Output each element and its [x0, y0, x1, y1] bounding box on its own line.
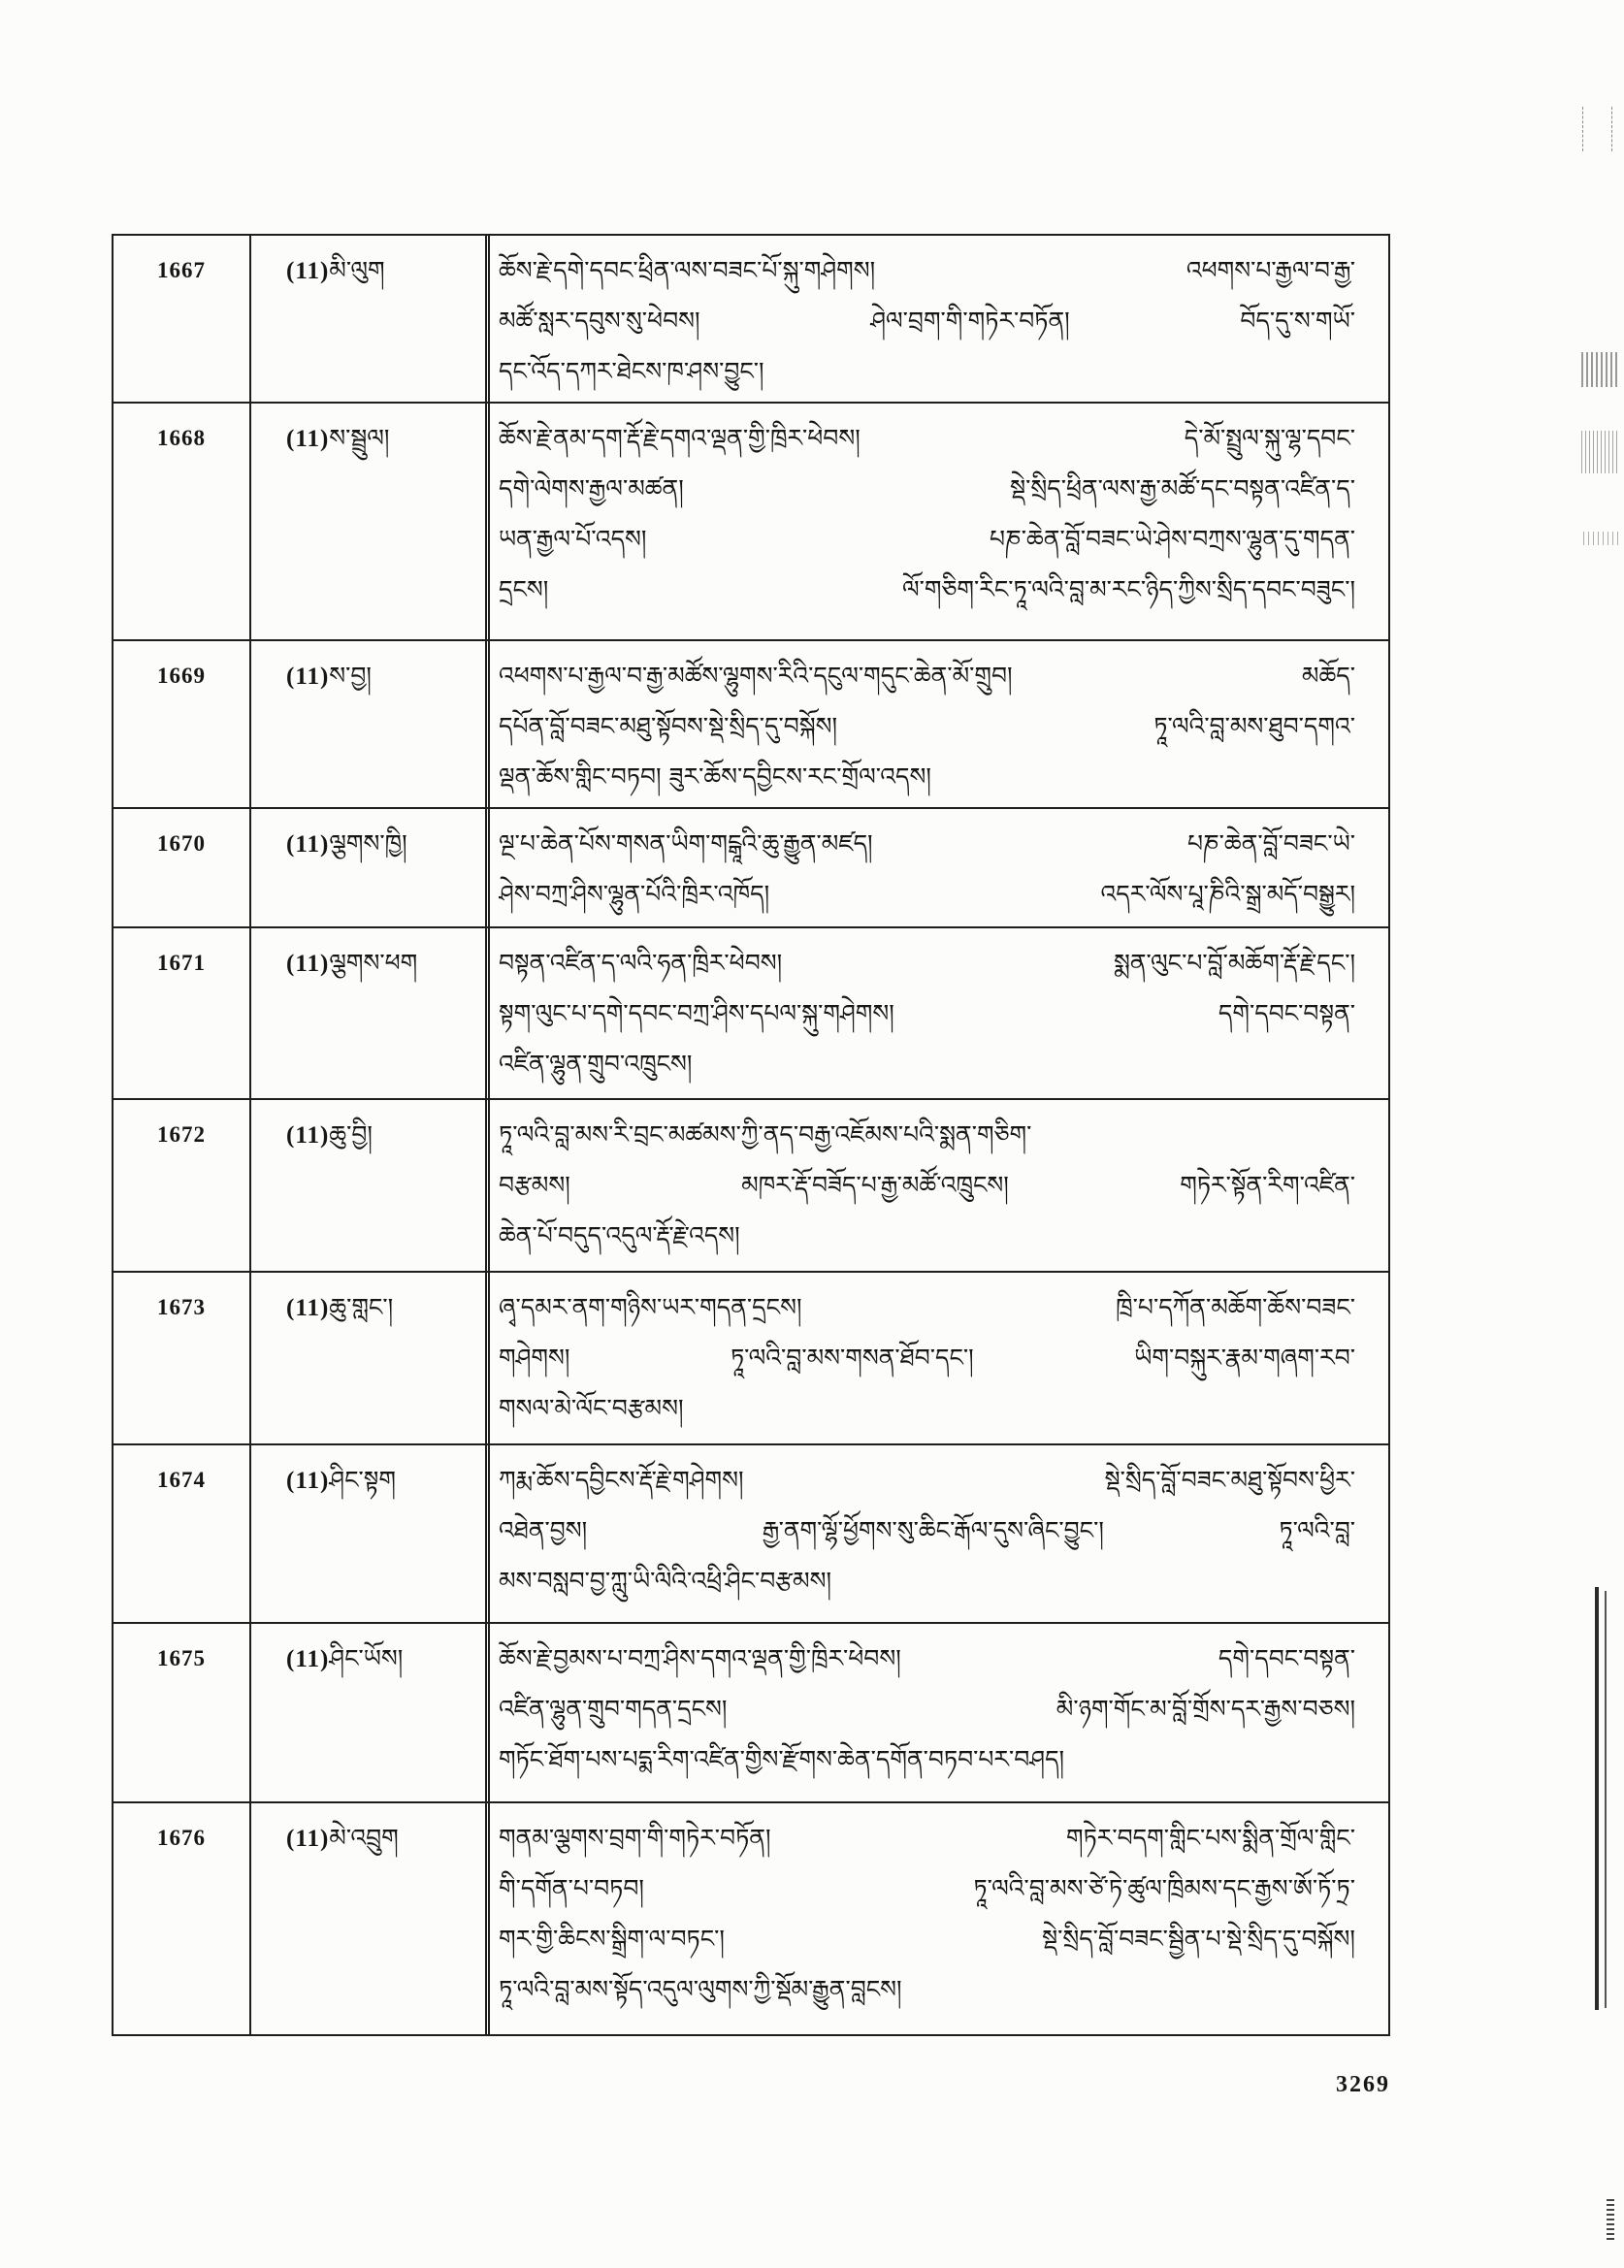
text-line: གཏོང་ཐོག་པས་པདྨ་རིག་འཛིན་གྱིས་རྫོགས་ཆེན་དགོན་བཏབ་པར་བཤད། — [499, 1745, 1065, 1773]
table-row — [114, 404, 1388, 641]
text-line: མཚོ་སླར་དབུས་སུ་ཕེབས། ཤེལ་བྲག་གི་གཏེར་བཏོན། བོད་དུ་ས་གཡོ་ — [499, 307, 1355, 335]
table-row — [114, 641, 1388, 809]
scan-mark — [1611, 107, 1612, 151]
text-line: བསྟན་འཛིན་ད་ལའི་ཧན་ཁྲིར་ཕེབས། སྨན་ལུང་པ་བློ་མཆོག་རྡོ་རྗེ་དང་། — [499, 949, 1355, 977]
year-label — [251, 236, 490, 402]
year-name: ལྕགས་ཕག — [329, 949, 418, 977]
entry-text — [491, 641, 1388, 807]
entry-number: 1671 — [114, 928, 251, 1098]
cycle-number: (11) — [286, 1646, 330, 1672]
entry-text — [491, 236, 1388, 402]
year-label — [251, 1624, 490, 1801]
entry-text — [491, 1100, 1388, 1271]
text-line: ཏཱ་ལའི་བླ་མས་རི་བྲང་མཚམས་ཀྱི་ནད་བརྒྱ་འཇོམས་པའི་སྨན་གཅིག་ — [499, 1120, 1032, 1149]
table-row — [114, 1445, 1388, 1624]
table-row — [114, 1273, 1388, 1445]
scan-mark — [1582, 107, 1583, 151]
page-number: 3269 — [1336, 2072, 1390, 2097]
year-name: ས་བྱ། — [329, 662, 372, 690]
text-line: གར་གྱི་ཆིངས་སྒྲིག་ལ་བཏང་། སྡེ་སྲིད་བློ་བཟང་སྦྱིན་པ་སྡེ་སྲིད་དུ་བསྐོས། — [499, 1925, 1355, 1953]
entry-number: 1667 — [114, 236, 251, 402]
text-line: ཏཱ་ལའི་བླ་མས་སྟོད་འདུལ་ལུགས་ཀྱི་སྡོམ་རྒྱུན་བླངས། — [499, 1975, 902, 2003]
text-line: འཐེན་བྱས། རྒྱ་ནག་ལྷོ་ཕྱོགས་སུ་ཆིང་རྒོལ་དུས་ཞིང་བྱུང་། ཏཱ་ལའི་བླ་ — [499, 1516, 1355, 1544]
table-row — [114, 236, 1388, 404]
text-line: ཆེན་པོ་བདུད་འདུལ་རྡོ་རྗེ་འདས། — [499, 1221, 740, 1249]
text-line: ལྡན་ཆོས་གླིང་བཏབ། ཟུར་ཆོས་དབྱིངས་རང་གྲོལ་འདས། — [499, 762, 931, 791]
scan-mark — [1605, 1591, 1607, 2008]
entry-number: 1670 — [114, 809, 251, 926]
year-label — [251, 1273, 490, 1443]
entry-number: 1673 — [114, 1273, 251, 1443]
table-row — [114, 1803, 1388, 2034]
table-row — [114, 1100, 1388, 1273]
text-line: བརྩམས། མཁར་རྡོ་བཟོད་པ་རྒྱ་མཚོ་འཁྲུངས། གཏེར་སྟོན་རིག་འཛིན་ — [499, 1171, 1355, 1199]
text-line: གནམ་ལྕགས་བྲག་གི་གཏེར་བཏོན། གཏེར་བདག་གླིང་པས་སྨིན་གྲོལ་གླིང་ — [499, 1824, 1355, 1852]
entry-number: 1674 — [114, 1445, 251, 1622]
cycle-number: (11) — [286, 1468, 330, 1494]
entry-number: 1676 — [114, 1803, 251, 2034]
entry-text — [491, 404, 1388, 639]
text-line: གཤེགས། ཏཱ་ལའི་བླ་མས་གསན་ཐོབ་དང་། ཡིག་བསྐུར་རྣམ་གཞག་རབ་ — [499, 1344, 1355, 1372]
entry-number: 1668 — [114, 404, 251, 639]
year-label — [251, 641, 490, 807]
table-row — [114, 928, 1388, 1100]
entry-text — [491, 1803, 1388, 2034]
year-name: ལྕགས་ཁྱི། — [329, 829, 407, 858]
cycle-number: (11) — [286, 426, 330, 452]
year-name: ཆུ་བྱི། — [329, 1120, 373, 1149]
text-line: དྲངས། ལོ་གཅིག་རིང་ཏཱ་ལའི་བླ་མ་རང་ཉིད་ཀྱིས་སྲིད་དབང་བཟུང་། — [499, 575, 1355, 603]
text-line: དཔོན་བློ་བཟང་མཐུ་སྟོབས་སྡེ་སྲིད་དུ་བསྐོས། ཏཱ་ལའི་བླ་མས་ཐུབ་དགའ་ — [499, 712, 1355, 740]
scan-mark — [1595, 1587, 1599, 2010]
year-label — [251, 928, 490, 1098]
text-line: ཡན་རྒྱལ་པོ་འདས། པཎ་ཆེན་བློ་བཟང་ཡེ་ཤེས་བཀྲས་ལྷུན་དུ་གདན་ — [499, 525, 1355, 553]
cycle-number: (11) — [286, 1826, 330, 1852]
text-line: འཛིན་ལྷུན་གྲུབ་འཁྲུངས། — [499, 1050, 693, 1078]
year-name: མི་ལུག — [329, 256, 385, 284]
text-line: འཕགས་པ་རྒྱལ་བ་རྒྱ་མཚོས་ལྷུགས་རིའི་དངུལ་གདུང་ཆེན་མོ་གྲུབ། མཆོད་ — [499, 662, 1355, 690]
text-line: ལྔ་པ་ཆེན་པོས་གསན་ཡིག་གངྒཱའི་ཆུ་རྒྱུན་མཛད། པཎ་ཆེན་བློ་བཟང་ཡེ་ — [499, 829, 1355, 858]
cycle-number: (11) — [286, 1122, 330, 1149]
entry-text — [491, 809, 1388, 926]
scan-mark — [1581, 352, 1620, 387]
text-line: ཀརྨ་ཆོས་དབྱིངས་རྡོ་རྗེ་གཤེགས། སྡེ་སྲིད་བློ་བཟང་མཐུ་སྟོབས་ཕྱིར་ — [499, 1466, 1355, 1494]
entry-number: 1672 — [114, 1100, 251, 1271]
cycle-number: (11) — [286, 1295, 330, 1321]
year-label — [251, 1100, 490, 1271]
scan-mark — [1583, 532, 1618, 545]
table-row — [114, 1624, 1388, 1803]
text-line: ཆོས་རྗེ་བྱམས་པ་བཀྲ་ཤིས་དགའ་ལྡན་གྱི་ཁྲིར་ཕེབས། དགེ་དབང་བསྟན་ — [499, 1644, 1355, 1672]
text-line: ཆོས་རྗེ་དགེ་དབང་ཕྲིན་ལས་བཟང་པོ་སྐུ་གཤེགས། འཕགས་པ་རྒྱལ་བ་རྒྱ་ — [499, 256, 1355, 284]
text-line: གསལ་མེ་ལོང་བརྩམས། — [499, 1394, 684, 1422]
entry-text — [491, 1445, 1388, 1622]
scan-mark — [1581, 431, 1620, 473]
text-line: འཛིན་ལྷུན་གྲུབ་གདན་དྲངས། མི་ཉག་གོང་མ་བློ་གྲོས་དར་རྒྱས་བཅས། — [499, 1695, 1355, 1723]
year-name: ཤིང་སྟག — [329, 1466, 396, 1494]
year-name: མེ་འབྲུག — [329, 1824, 399, 1852]
year-name: ས་སྦྲུལ། — [329, 424, 390, 452]
text-line: ཤེས་བཀྲ་ཤིས་ལྷུན་པོའི་ཁྲིར་འཁོད། འདར་ལོས་པཱ་ཎིའི་སྒྲ་མདོ་བསྒྱུར། — [499, 880, 1355, 908]
cycle-number: (11) — [286, 664, 330, 690]
year-name: ཤིང་ཡོས། — [329, 1644, 404, 1672]
entry-text — [491, 1273, 1388, 1443]
cycle-number: (11) — [286, 831, 330, 858]
year-label — [251, 404, 490, 639]
text-line: ཞྭ་དམར་ནག་གཉིས་ཡར་གདན་དྲངས། ཁྲི་པ་དཀོན་མཆོག་ཆོས་བཟང་ — [499, 1293, 1355, 1321]
text-line: ཆོས་རྗེ་ནམ་དག་རྡོ་རྗེ་དགའ་ལྡན་གྱི་ཁྲིར་ཕེབས། དེ་མོ་སྤྲུལ་སྐུ་ལྷ་དབང་ — [499, 424, 1355, 452]
year-name: ཆུ་གླང་། — [329, 1293, 394, 1321]
entry-number: 1669 — [114, 641, 251, 807]
text-line: དང་འོད་དཀར་ཐེངས་ཁ་ཤས་བྱུང་། — [499, 357, 764, 385]
text-line: མས་བསླབ་བྱ་ཀླུ་ཡི་ལིའི་འཕྲི་ཤིང་བརྩམས། — [499, 1567, 832, 1595]
text-line: གི་དགོན་པ་བཏབ། ཏཱ་ལའི་བླ་མས་ཙེ་ཏེ་ཚུལ་ཁྲིམས་དང་རྒྱས་ཨོ་ཏོ་ཏྲ་ — [499, 1874, 1355, 1902]
year-label — [251, 809, 490, 926]
cycle-number: (11) — [286, 258, 330, 284]
scan-mark — [1607, 2196, 1614, 2240]
table-row — [114, 809, 1388, 928]
entry-text — [491, 928, 1388, 1098]
year-label — [251, 1445, 490, 1622]
cycle-number: (11) — [286, 951, 330, 977]
entry-text — [491, 1624, 1388, 1801]
year-label — [251, 1803, 490, 2034]
text-line: དགེ་ལེགས་རྒྱལ་མཚན། སྡེ་སྲིད་ཕྲིན་ལས་རྒྱ་མཚོ་དང་བསྟན་འཛིན་ད་ — [499, 474, 1355, 502]
chronology-table — [112, 234, 1390, 2036]
entry-number: 1675 — [114, 1624, 251, 1801]
text-line: སྟག་ལུང་པ་དགེ་དབང་བཀྲ་ཤིས་དཔལ་སྐུ་གཤེགས། དགེ་དབང་བསྟན་ — [499, 999, 1355, 1027]
